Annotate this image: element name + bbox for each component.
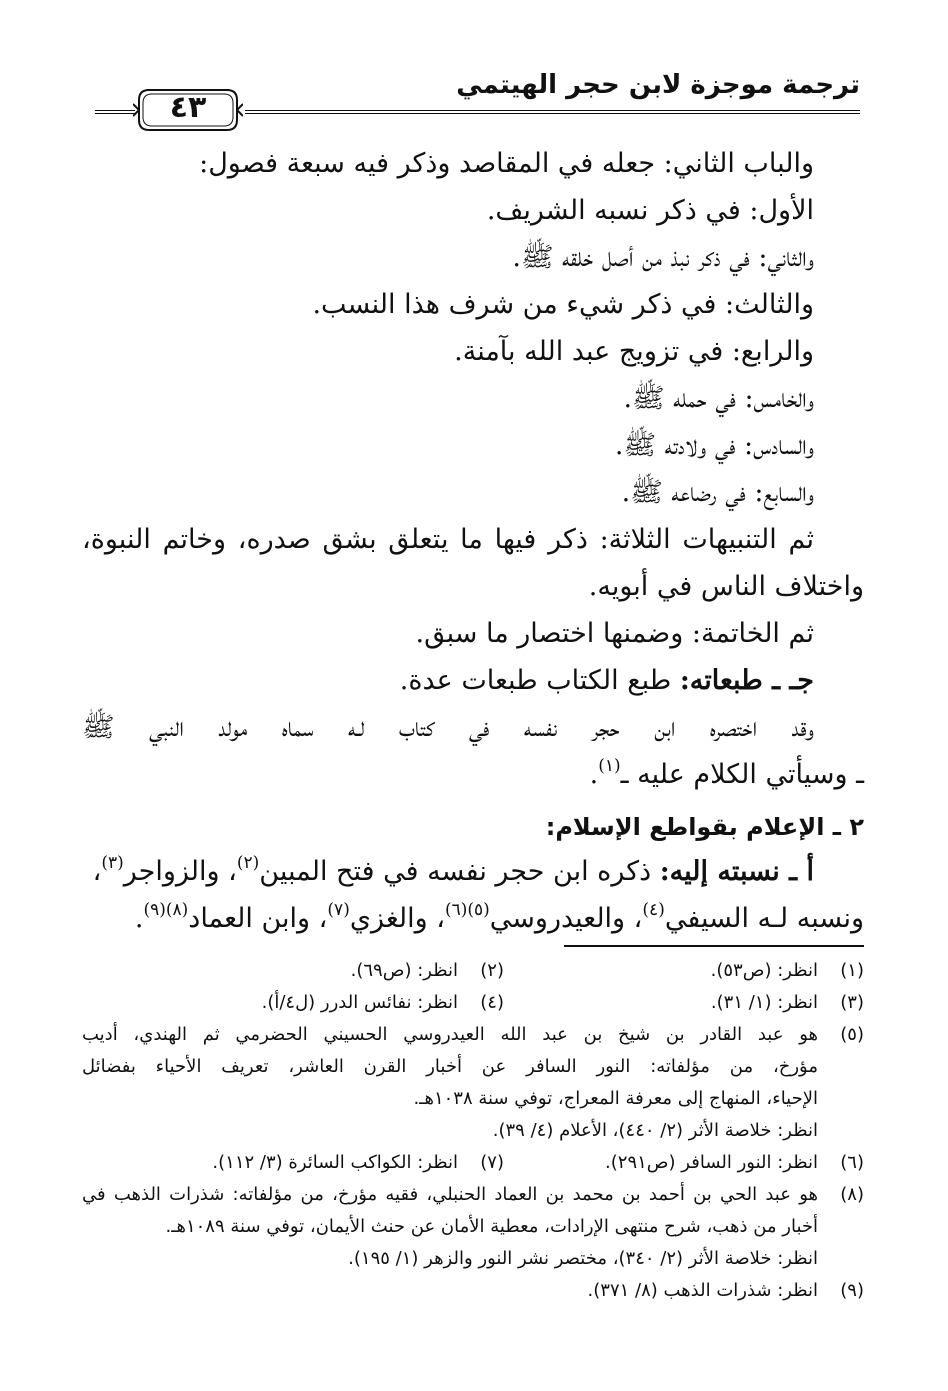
footnote-line: مؤرخ، من مؤلفاته: النور السافر عن أخبار القرن العاشر، تعريف الأحياء بفضائل [82,1056,818,1077]
text-line: والسابع: في رضاعه ﷺ. [621,477,814,508]
text-line [82,751,864,798]
attribution-text: ونسبه لـه السيفي [664,903,864,934]
footnote-number: (٥) [840,1024,864,1045]
footnote-text: انظر: نفائس الدرر (ل٤/أ). [261,992,458,1013]
footnote-line: أخبار من ذهب، شرح منتهى الإرادات، معطية الأمان عن حنث الأيمان، توفي سنة ١٠٨٩هـ. [165,1216,818,1237]
footnote-ref[interactable]: (٨)(٩) [143,900,189,920]
printing-line [82,657,864,704]
footnote-text: انظر: (١/ ٣١). [710,992,818,1013]
abridgement-end: . [589,759,599,790]
footnote-ref[interactable]: (٢) [236,853,260,873]
footnote-line: هو عبد القادر بن شيخ بن عبد الله العيدروسي الحسيني الحضرمي ثم الهندي، أديب [82,1024,818,1045]
footnote-text: انظر: شذرات الذهب (٨/ ٣٧١). [587,1280,818,1301]
footnote-number: (٣) [840,992,864,1013]
footnote-number: (٤) [480,992,504,1013]
text-line: الأول: في ذكر نسبه الشريف. [486,195,814,226]
footnote-line: انظر: خلاصة الأثر (٢/ ٤٤٠)، الأعلام (٤/ ٣٩). [492,1120,818,1141]
footnote-line: الإحياء، المنهاج إلى معرفة المعراج، توفي سنة ١٠٣٨هـ. [413,1088,818,1109]
footnote-number: (٨) [840,1184,864,1205]
footnote-number: (٦) [840,1152,864,1173]
footnote-5 [82,1019,864,1147]
footnote-text: انظر: الكواكب السائرة (٣/ ١١٢). [212,1152,458,1173]
footnote-row [82,1147,864,1179]
attribution-text: ، وابن العماد [188,903,328,934]
footnote-1 [504,955,864,987]
attribution-text: ، والعيدروسي [489,903,643,934]
text-line: والثاني: في ذكر نبذ من أصل خلقه ﷺ. [512,242,814,273]
footnote-ref[interactable]: (٣) [101,853,124,873]
header-rule [245,110,860,114]
footnote-number: (٩) [840,1280,864,1301]
text-line: والخامس: في حمله ﷺ. [623,383,814,414]
footnote-8 [82,1179,864,1275]
attribution-text: ، [92,856,102,887]
footnote-ref[interactable]: (٧) [327,900,350,920]
footnotes [82,955,864,1307]
text-line: واختلاف الناس في أبويه. [588,571,864,602]
footnote-row [82,1275,864,1307]
section-heading: ٢ ـ الإعلام بقواطع الإسلام: [545,813,864,841]
text-line: ثم التنبيهات الثلاثة: ذكر فيها ما يتعلق بشق صدره، وخاتم النبوة، [82,524,814,555]
page-number: ٤٣ [169,90,207,125]
text-line: والرابع: في تزويج عبد الله بآمنة. [454,336,814,367]
footnote-6 [504,1147,864,1179]
footnote-number: (٧) [480,1152,504,1173]
attribution-text: ، والغزي [349,903,445,934]
text-line: وقد اختصره ابن حجر نفسه في كتاب لـه سماه مولد النبي ﷺ [82,712,814,743]
footnote-7 [144,1147,504,1179]
main-text [82,140,864,942]
text-line: والسادس: في ولادته ﷺ. [614,430,814,461]
attribution-text: . [134,903,144,934]
footnote-ref[interactable]: (٥)(٦) [444,900,490,920]
attribution-label: أ ـ نسبته إليه: [659,856,814,887]
footnote-number: (١) [840,960,864,981]
footnote-text: انظر: (ص٥٣). [710,960,818,981]
footnote-ref[interactable]: (٤) [642,900,665,920]
attribution-text: ، والزواجر [123,856,237,887]
footnote-ref[interactable]: (١) [598,756,621,776]
footnote-4 [144,987,504,1019]
attribution-line [82,848,864,895]
page-number-frame [133,84,243,136]
footnote-separator [564,945,864,947]
footnote-number: (٢) [480,960,504,981]
text-line: والباب الثاني: جعله في المقاصد وذكر فيه سبعة فصول: [199,148,814,179]
footnote-row [82,955,864,987]
printing-text: طبع الكتاب طبعات عدة. [399,665,680,696]
text-line: والثالث: في ذكر شيء من شرف هذا النسب. [312,289,814,320]
page-header [95,62,860,128]
footnote-line: انظر: خلاصة الأثر (٢/ ٣٤٠)، مختصر نشر النور والزهر (١/ ١٩٥). [348,1248,818,1269]
printing-label: جـ ـ طبعاته: [679,665,814,696]
footnote-3 [504,987,864,1019]
footnote-9 [504,1275,864,1307]
running-title: ترجمة موجزة لابن حجر الهيتمي [456,70,860,100]
footnote-text: انظر: النور السافر (ص٢٩١). [605,1152,818,1173]
attribution-line [82,895,864,942]
footnote-row [82,987,864,1019]
footnote-line: هو عبد الحي بن أحمد بن محمد بن العماد الحنبلي، فقيه مؤرخ، من مؤلفاته: شذرات الذهب في [82,1184,818,1205]
attribution-text: ذكره ابن حجر نفسه في فتح المبين [259,856,660,887]
text-line: ثم الخاتمة: وضمنها اختصار ما سبق. [415,618,814,649]
header-rule-left [95,110,135,114]
abridgement-text: ـ وسيأتي الكلام عليه ـ [620,759,864,790]
footnote-2 [144,955,504,987]
footnote-text: انظر: (ص٦٩). [350,960,458,981]
